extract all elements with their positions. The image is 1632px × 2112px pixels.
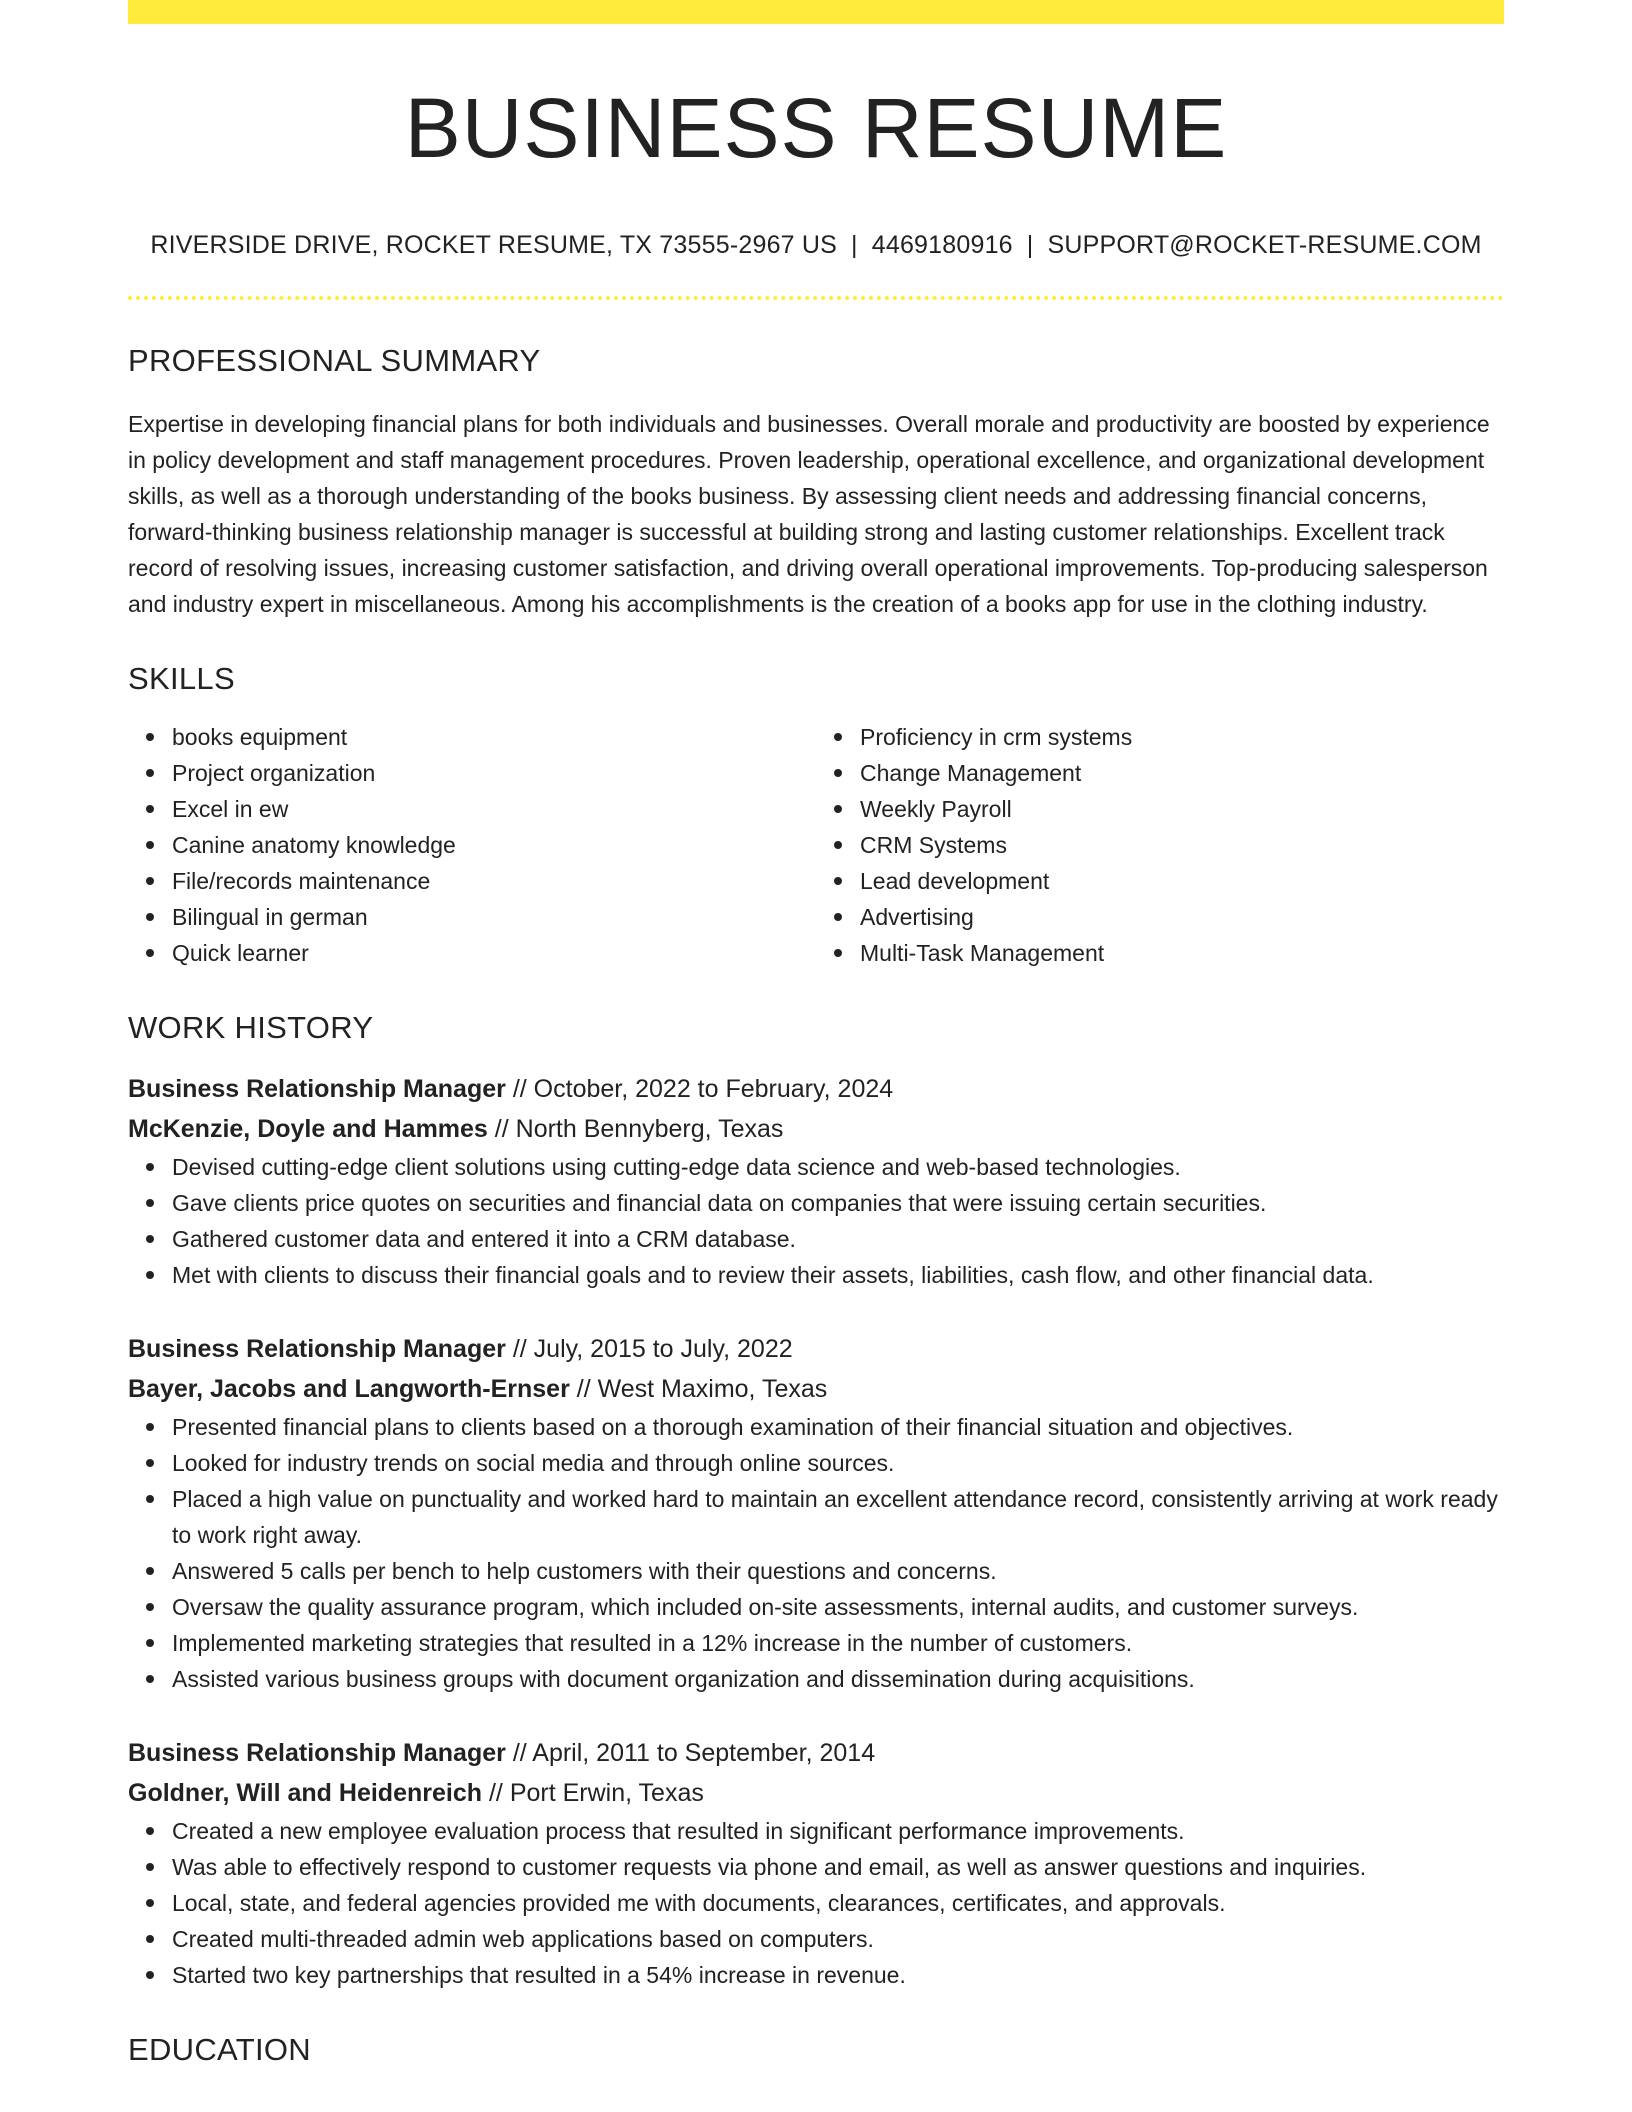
skills-heading: SKILLS: [128, 661, 235, 697]
job-dates: July, 2015 to July, 2022: [533, 1334, 793, 1363]
job-company-line: [128, 1109, 1504, 1149]
job-bullet: Created a new employee evaluation process that resulted in significant performance improvements.: [172, 1813, 1504, 1849]
contact-phone: 4469180916: [871, 231, 1013, 260]
skill-item: Bilingual in german: [172, 899, 816, 935]
skill-item: Project organization: [172, 755, 816, 791]
job-bullet: Local, state, and federal agencies provided me with documents, clearances, certificates, and approvals.: [172, 1885, 1504, 1921]
job-bullet: Implemented marketing strategies that resulted in a 12% increase in the number of customers.: [172, 1625, 1504, 1661]
job-dates: October, 2022 to February, 2024: [533, 1074, 894, 1103]
job-delimiter: //: [505, 1074, 534, 1103]
skills-grid: [128, 719, 1504, 971]
job-bullet: Gathered customer data and entered it into a CRM database.: [172, 1221, 1504, 1257]
job-delimiter: //: [487, 1114, 516, 1143]
job-delimiter: //: [482, 1778, 510, 1807]
job-location: Port Erwin, Texas: [509, 1778, 704, 1807]
work-history-list: [128, 1069, 1504, 1993]
job-company: Goldner, Will and Heidenreich: [128, 1778, 483, 1807]
job-bullet: Created multi-threaded admin web applications based on computers.: [172, 1921, 1504, 1957]
header-divider: [128, 296, 1504, 300]
skills-column-left: [128, 719, 816, 971]
job-bullet-list: [128, 1409, 1504, 1697]
job-company: McKenzie, Doyle and Hammes: [128, 1114, 488, 1143]
job-title-line: [128, 1069, 1504, 1109]
job-entry: [128, 1069, 1504, 1293]
job-bullet: Started two key partnerships that resulted in a 54% increase in revenue.: [172, 1957, 1504, 1993]
skill-item: Lead development: [860, 863, 1504, 899]
job-dates: April, 2011 to September, 2014: [532, 1738, 876, 1767]
job-bullet: Oversaw the quality assurance program, which included on-site assessments, internal audits, and customer surveys.: [172, 1589, 1504, 1625]
top-accent-bar: [128, 0, 1504, 24]
skill-item: File/records maintenance: [172, 863, 816, 899]
skill-item: Excel in ew: [172, 791, 816, 827]
job-bullet: Met with clients to discuss their financial goals and to review their assets, liabilities, cash flow, and other financial data.: [172, 1257, 1504, 1293]
skill-item: books equipment: [172, 719, 816, 755]
job-company: Bayer, Jacobs and Langworth-Ernser: [128, 1374, 570, 1403]
job-entry: [128, 1733, 1504, 1993]
job-bullet-list: [128, 1813, 1504, 1993]
job-location: West Maximo, Texas: [597, 1374, 828, 1403]
job-bullet: Presented financial plans to clients based on a thorough examination of their financial situation and objectives.: [172, 1409, 1504, 1445]
job-bullet: Gave clients price quotes on securities and financial data on companies that were issuing certain securities.: [172, 1185, 1504, 1221]
job-bullet: Answered 5 calls per bench to help customers with their questions and concerns.: [172, 1553, 1504, 1589]
resume-page: [128, 0, 1504, 2067]
skills-column-right: [816, 719, 1504, 971]
job-bullet: Looked for industry trends on social media and through online sources.: [172, 1445, 1504, 1481]
skill-item: Proficiency in crm systems: [860, 719, 1504, 755]
job-bullet: Placed a high value on punctuality and worked hard to maintain an excellent attendance record, consistently arriving at work ready to work right away.: [172, 1481, 1504, 1553]
skill-item: Change Management: [860, 755, 1504, 791]
job-bullet-list: [128, 1149, 1504, 1293]
summary-heading: PROFESSIONAL SUMMARY: [128, 343, 541, 379]
contact-address: RIVERSIDE DRIVE, ROCKET RESUME, TX 73555-2967 US: [150, 231, 838, 260]
job-bullet: Devised cutting-edge client solutions using cutting-edge data science and web-based technologies.: [172, 1149, 1504, 1185]
work-history-heading: WORK HISTORY: [128, 1009, 374, 1045]
resume-title: BUSINESS RESUME: [404, 81, 1228, 175]
skill-item: Advertising: [860, 899, 1504, 935]
skill-item: CRM Systems: [860, 827, 1504, 863]
job-company-line: [128, 1369, 1504, 1409]
contact-email: SUPPORT@ROCKET-RESUME.COM: [1047, 231, 1482, 260]
skill-item: Canine anatomy knowledge: [172, 827, 816, 863]
job-delimiter: //: [505, 1738, 533, 1767]
skill-item: Quick learner: [172, 935, 816, 971]
job-delimiter: //: [569, 1374, 598, 1403]
job-role: Business Relationship Manager: [128, 1738, 506, 1767]
contact-separator: |: [851, 231, 858, 260]
job-role: Business Relationship Manager: [128, 1334, 506, 1363]
education-heading: EDUCATION: [128, 2031, 311, 2067]
job-bullet: Was able to effectively respond to customer requests via phone and email, as well as answer questions and inquiries.: [172, 1849, 1504, 1885]
skill-item: Multi-Task Management: [860, 935, 1504, 971]
job-title-line: [128, 1733, 1504, 1773]
contact-line: [128, 230, 1504, 260]
job-location: North Bennyberg, Texas: [515, 1114, 784, 1143]
job-role: Business Relationship Manager: [128, 1074, 506, 1103]
skill-item: Weekly Payroll: [860, 791, 1504, 827]
job-bullet: Assisted various business groups with document organization and dissemination during acquisitions.: [172, 1661, 1504, 1697]
job-entry: [128, 1329, 1504, 1697]
contact-separator: |: [1026, 231, 1034, 260]
job-delimiter: //: [505, 1334, 534, 1363]
job-company-line: [128, 1773, 1504, 1813]
job-title-line: [128, 1329, 1504, 1369]
summary-text: Expertise in developing financial plans for both individuals and businesses. Overall morale and productivity are boosted by experience in policy development and staff management procedures. Proven leadership, operational excellence, and organizational development skills, as well as a thorough understanding of the books business. By assessing client needs and addressing financial concerns, forward-thinking business relationship manager is successful at building strong and lasting customer relationships. Excellent track record of resolving issues, increasing customer satisfaction, and driving overall operational improvements. Top-producing salesperson and industry expert in miscellaneous. Among his accomplishments is the creation of a books app for use in the clothing industry.: [128, 411, 1490, 618]
